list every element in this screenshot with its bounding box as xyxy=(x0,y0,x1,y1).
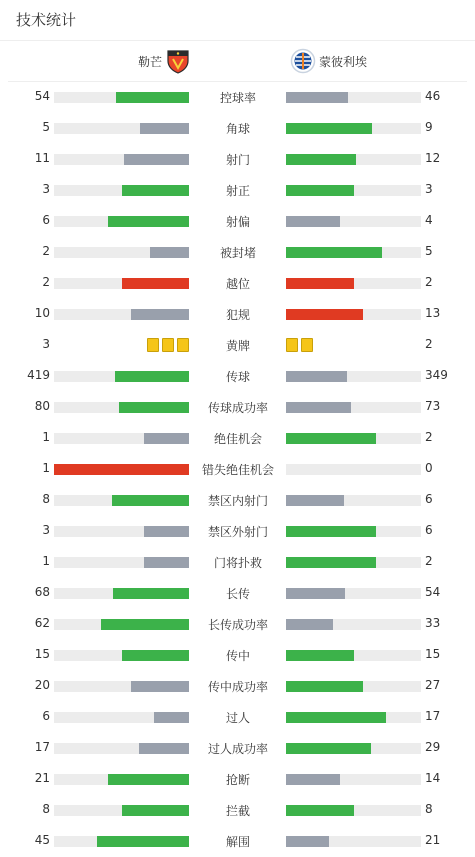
away-stat-bar xyxy=(286,805,421,816)
home-stat-bar xyxy=(54,247,189,258)
home-stat-value: 3 xyxy=(42,337,50,351)
away-team-logo-icon xyxy=(290,48,316,74)
home-stat-bar xyxy=(54,743,189,754)
home-stat-bar-fill xyxy=(131,309,189,320)
away-stat-bar xyxy=(286,371,421,382)
home-team-logo-icon xyxy=(165,48,191,74)
away-stat-bar-fill xyxy=(286,371,347,382)
home-stat-bar-fill xyxy=(150,247,189,258)
away-stat-bar xyxy=(286,247,421,258)
stat-label: 长传成功率 xyxy=(207,618,268,632)
stat-row xyxy=(0,521,475,541)
away-stat-value: 14 xyxy=(425,771,441,785)
stat-row xyxy=(0,397,475,417)
away-stat-bar xyxy=(286,278,421,289)
home-stat-bar-fill xyxy=(122,805,190,816)
away-stat-bar-fill xyxy=(286,123,372,134)
away-stat-bar-fill xyxy=(286,774,340,785)
away-stat-value: 73 xyxy=(425,399,441,413)
home-stat-value: 8 xyxy=(42,802,50,816)
away-stat-value: 33 xyxy=(425,616,441,630)
home-stat-bar xyxy=(54,712,189,723)
home-stat-bar-fill xyxy=(122,278,190,289)
home-stat-value: 5 xyxy=(42,120,50,134)
away-stat-bar-fill xyxy=(286,402,351,413)
away-stat-bar xyxy=(286,526,421,537)
stat-label: 射偏 xyxy=(225,215,250,229)
divider xyxy=(8,81,467,82)
home-stat-bar xyxy=(54,185,189,196)
away-stat-bar-fill xyxy=(286,495,344,506)
away-stat-bar-fill xyxy=(286,92,348,103)
away-stat-bar xyxy=(286,681,421,692)
home-stat-value: 11 xyxy=(34,151,50,165)
away-stat-value: 2 xyxy=(425,337,433,351)
stat-label: 射正 xyxy=(225,184,250,198)
home-stat-bar-fill xyxy=(115,371,189,382)
home-stat-value: 21 xyxy=(34,771,50,785)
away-stat-bar xyxy=(286,92,421,103)
home-stat-bar xyxy=(54,216,189,227)
away-stat-bar xyxy=(286,185,421,196)
home-stat-bar-fill xyxy=(108,216,189,227)
away-stat-bar xyxy=(286,619,421,630)
stat-label: 门将扑救 xyxy=(213,556,262,570)
away-stat-bar xyxy=(286,836,421,847)
away-stat-bar xyxy=(286,123,421,134)
stat-row xyxy=(0,676,475,696)
home-stat-bar xyxy=(54,650,189,661)
home-stat-bar xyxy=(54,278,189,289)
yellow-card-icon xyxy=(301,338,313,352)
divider xyxy=(0,40,475,41)
away-stat-bar xyxy=(286,433,421,444)
home-stat-value: 1 xyxy=(42,461,50,475)
stat-row xyxy=(0,738,475,758)
home-stat-value: 8 xyxy=(42,492,50,506)
stat-row xyxy=(0,180,475,200)
stat-row xyxy=(0,645,475,665)
home-stat-bar xyxy=(54,402,189,413)
home-stat-bar xyxy=(54,681,189,692)
stat-row xyxy=(0,707,475,727)
away-stat-value: 46 xyxy=(425,89,441,103)
away-stat-value: 5 xyxy=(425,244,433,258)
stat-row xyxy=(0,583,475,603)
away-stat-bar-fill xyxy=(286,309,363,320)
away-stat-value: 0 xyxy=(425,461,433,475)
away-stat-bar-fill xyxy=(286,712,386,723)
away-stat-bar-fill xyxy=(286,526,376,537)
home-stat-bar-fill xyxy=(122,185,190,196)
stat-row xyxy=(0,459,475,479)
away-stat-value: 8 xyxy=(425,802,433,816)
home-stat-bar-fill xyxy=(131,681,189,692)
yellow-card-icon xyxy=(162,338,174,352)
away-stat-bar xyxy=(286,588,421,599)
home-stat-bar xyxy=(54,123,189,134)
away-stat-value: 2 xyxy=(425,554,433,568)
stat-row xyxy=(0,428,475,448)
away-stat-bar xyxy=(286,774,421,785)
stat-label: 解围 xyxy=(225,835,250,849)
stat-label: 错失绝佳机会 xyxy=(201,463,274,477)
home-stat-bar-fill xyxy=(154,712,189,723)
home-stat-bar-fill xyxy=(54,464,189,475)
away-stat-bar-fill xyxy=(286,278,354,289)
stat-label: 禁区外射门 xyxy=(207,525,268,539)
home-stat-bar xyxy=(54,557,189,568)
home-stat-bar xyxy=(54,836,189,847)
away-stat-value: 2 xyxy=(425,430,433,444)
away-stat-value: 29 xyxy=(425,740,441,754)
home-stat-value: 3 xyxy=(42,182,50,196)
away-stat-bar xyxy=(286,650,421,661)
stat-label: 角球 xyxy=(225,122,250,136)
away-stat-bar-fill xyxy=(286,743,371,754)
home-stat-value: 17 xyxy=(34,740,50,754)
team-header xyxy=(0,44,475,78)
away-stat-bar-fill xyxy=(286,216,340,227)
stat-row xyxy=(0,614,475,634)
yellow-card-icon xyxy=(147,338,159,352)
home-stat-bar-fill xyxy=(122,650,190,661)
home-stat-value: 2 xyxy=(42,244,50,258)
home-stat-bar xyxy=(54,371,189,382)
yellow-card-icon xyxy=(177,338,189,352)
stat-row xyxy=(0,304,475,324)
stat-label: 禁区内射门 xyxy=(207,494,268,508)
home-stat-value: 3 xyxy=(42,523,50,537)
stat-label: 拦截 xyxy=(225,804,250,818)
away-stat-bar xyxy=(286,712,421,723)
home-stat-bar xyxy=(54,464,189,475)
away-stat-value: 54 xyxy=(425,585,441,599)
away-stat-bar-fill xyxy=(286,619,333,630)
away-stat-bar-fill xyxy=(286,588,345,599)
stat-row xyxy=(0,769,475,789)
home-stat-bar xyxy=(54,433,189,444)
home-stat-value: 1 xyxy=(42,554,50,568)
home-stat-value: 62 xyxy=(34,616,50,630)
away-stat-bar xyxy=(286,309,421,320)
away-stat-bar xyxy=(286,557,421,568)
stat-label: 抢断 xyxy=(225,773,250,787)
home-stat-bar xyxy=(54,495,189,506)
home-stat-bar xyxy=(54,588,189,599)
away-yellow-cards xyxy=(286,338,313,352)
home-stat-value: 6 xyxy=(42,709,50,723)
away-stat-bar-fill xyxy=(286,805,354,816)
home-stat-bar xyxy=(54,154,189,165)
stat-label: 射门 xyxy=(225,153,250,167)
home-stat-bar xyxy=(54,805,189,816)
away-stat-bar xyxy=(286,743,421,754)
stat-label: 绝佳机会 xyxy=(213,432,262,446)
stat-label: 越位 xyxy=(225,277,250,291)
away-stat-bar-fill xyxy=(286,681,363,692)
home-stat-bar-fill xyxy=(140,123,189,134)
home-stat-value: 20 xyxy=(34,678,50,692)
home-stat-bar xyxy=(54,92,189,103)
away-stat-bar-fill xyxy=(286,557,376,568)
away-stat-value: 4 xyxy=(425,213,433,227)
stat-label: 传中成功率 xyxy=(207,680,268,694)
home-stat-bar-fill xyxy=(112,495,189,506)
away-stat-bar-fill xyxy=(286,247,382,258)
stat-label: 黄牌 xyxy=(225,339,250,353)
away-stat-value: 3 xyxy=(425,182,433,196)
stat-label: 传球 xyxy=(225,370,250,384)
stat-row xyxy=(0,242,475,262)
home-stat-bar-fill xyxy=(116,92,189,103)
away-team-name: 蒙彼利埃 xyxy=(319,55,368,69)
away-stat-value: 27 xyxy=(425,678,441,692)
home-stat-bar-fill xyxy=(139,743,189,754)
stat-label: 犯规 xyxy=(225,308,250,322)
home-stat-value: 80 xyxy=(34,399,50,413)
away-stat-bar-fill xyxy=(286,650,354,661)
home-stat-bar xyxy=(54,619,189,630)
yellow-card-icon xyxy=(286,338,298,352)
home-stat-bar xyxy=(54,309,189,320)
away-stat-bar-fill xyxy=(286,185,354,196)
home-stat-value: 2 xyxy=(42,275,50,289)
away-stat-bar xyxy=(286,154,421,165)
stat-row xyxy=(0,87,475,107)
home-team-name: 勒芒 xyxy=(137,55,162,69)
page-title: 技术统计 xyxy=(16,11,77,29)
stat-label: 过人成功率 xyxy=(207,742,268,756)
away-stat-value: 2 xyxy=(425,275,433,289)
stat-row xyxy=(0,211,475,231)
stat-label: 过人 xyxy=(225,711,250,725)
away-stat-bar xyxy=(286,495,421,506)
away-stat-value: 12 xyxy=(425,151,441,165)
away-stat-value: 15 xyxy=(425,647,441,661)
away-stat-bar xyxy=(286,402,421,413)
away-stat-value: 17 xyxy=(425,709,441,723)
stat-row xyxy=(0,552,475,572)
stat-row xyxy=(0,118,475,138)
away-stat-value: 6 xyxy=(425,492,433,506)
stat-row xyxy=(0,273,475,293)
home-stat-value: 54 xyxy=(34,89,50,103)
home-yellow-cards xyxy=(147,338,189,352)
away-stat-bar xyxy=(286,216,421,227)
home-stat-value: 45 xyxy=(34,833,50,847)
away-stat-value: 6 xyxy=(425,523,433,537)
home-stat-bar-fill xyxy=(119,402,189,413)
away-stat-value: 349 xyxy=(425,368,448,382)
away-stat-value: 9 xyxy=(425,120,433,134)
away-stat-bar xyxy=(286,464,421,475)
stat-label: 传球成功率 xyxy=(207,401,268,415)
home-stat-bar xyxy=(54,774,189,785)
home-stat-value: 10 xyxy=(34,306,50,320)
stat-label: 传中 xyxy=(225,649,250,663)
away-stat-bar-fill xyxy=(286,154,356,165)
home-stat-value: 15 xyxy=(34,647,50,661)
away-stat-value: 21 xyxy=(425,833,441,847)
stat-row xyxy=(0,149,475,169)
home-stat-value: 6 xyxy=(42,213,50,227)
home-stat-value: 1 xyxy=(42,430,50,444)
home-stat-bar-fill xyxy=(124,154,189,165)
stat-label: 控球率 xyxy=(219,91,256,105)
home-stat-bar-fill xyxy=(113,588,189,599)
home-stat-bar-fill xyxy=(144,526,189,537)
stat-label: 长传 xyxy=(225,587,250,601)
home-stat-bar-fill xyxy=(144,557,189,568)
home-stat-bar-fill xyxy=(108,774,189,785)
stat-row xyxy=(0,366,475,386)
stat-row xyxy=(0,490,475,510)
home-stat-value: 419 xyxy=(27,368,50,382)
stat-row xyxy=(0,831,475,851)
home-stat-bar-fill xyxy=(144,433,189,444)
home-stat-bar-fill xyxy=(97,836,189,847)
away-stat-bar-fill xyxy=(286,433,376,444)
home-stat-bar xyxy=(54,526,189,537)
away-stat-bar-fill xyxy=(286,836,329,847)
home-stat-bar-fill xyxy=(101,619,189,630)
home-stat-value: 68 xyxy=(34,585,50,599)
away-stat-value: 13 xyxy=(425,306,441,320)
stat-row xyxy=(0,800,475,820)
stat-label: 被封堵 xyxy=(219,246,256,260)
stat-row xyxy=(0,335,475,355)
